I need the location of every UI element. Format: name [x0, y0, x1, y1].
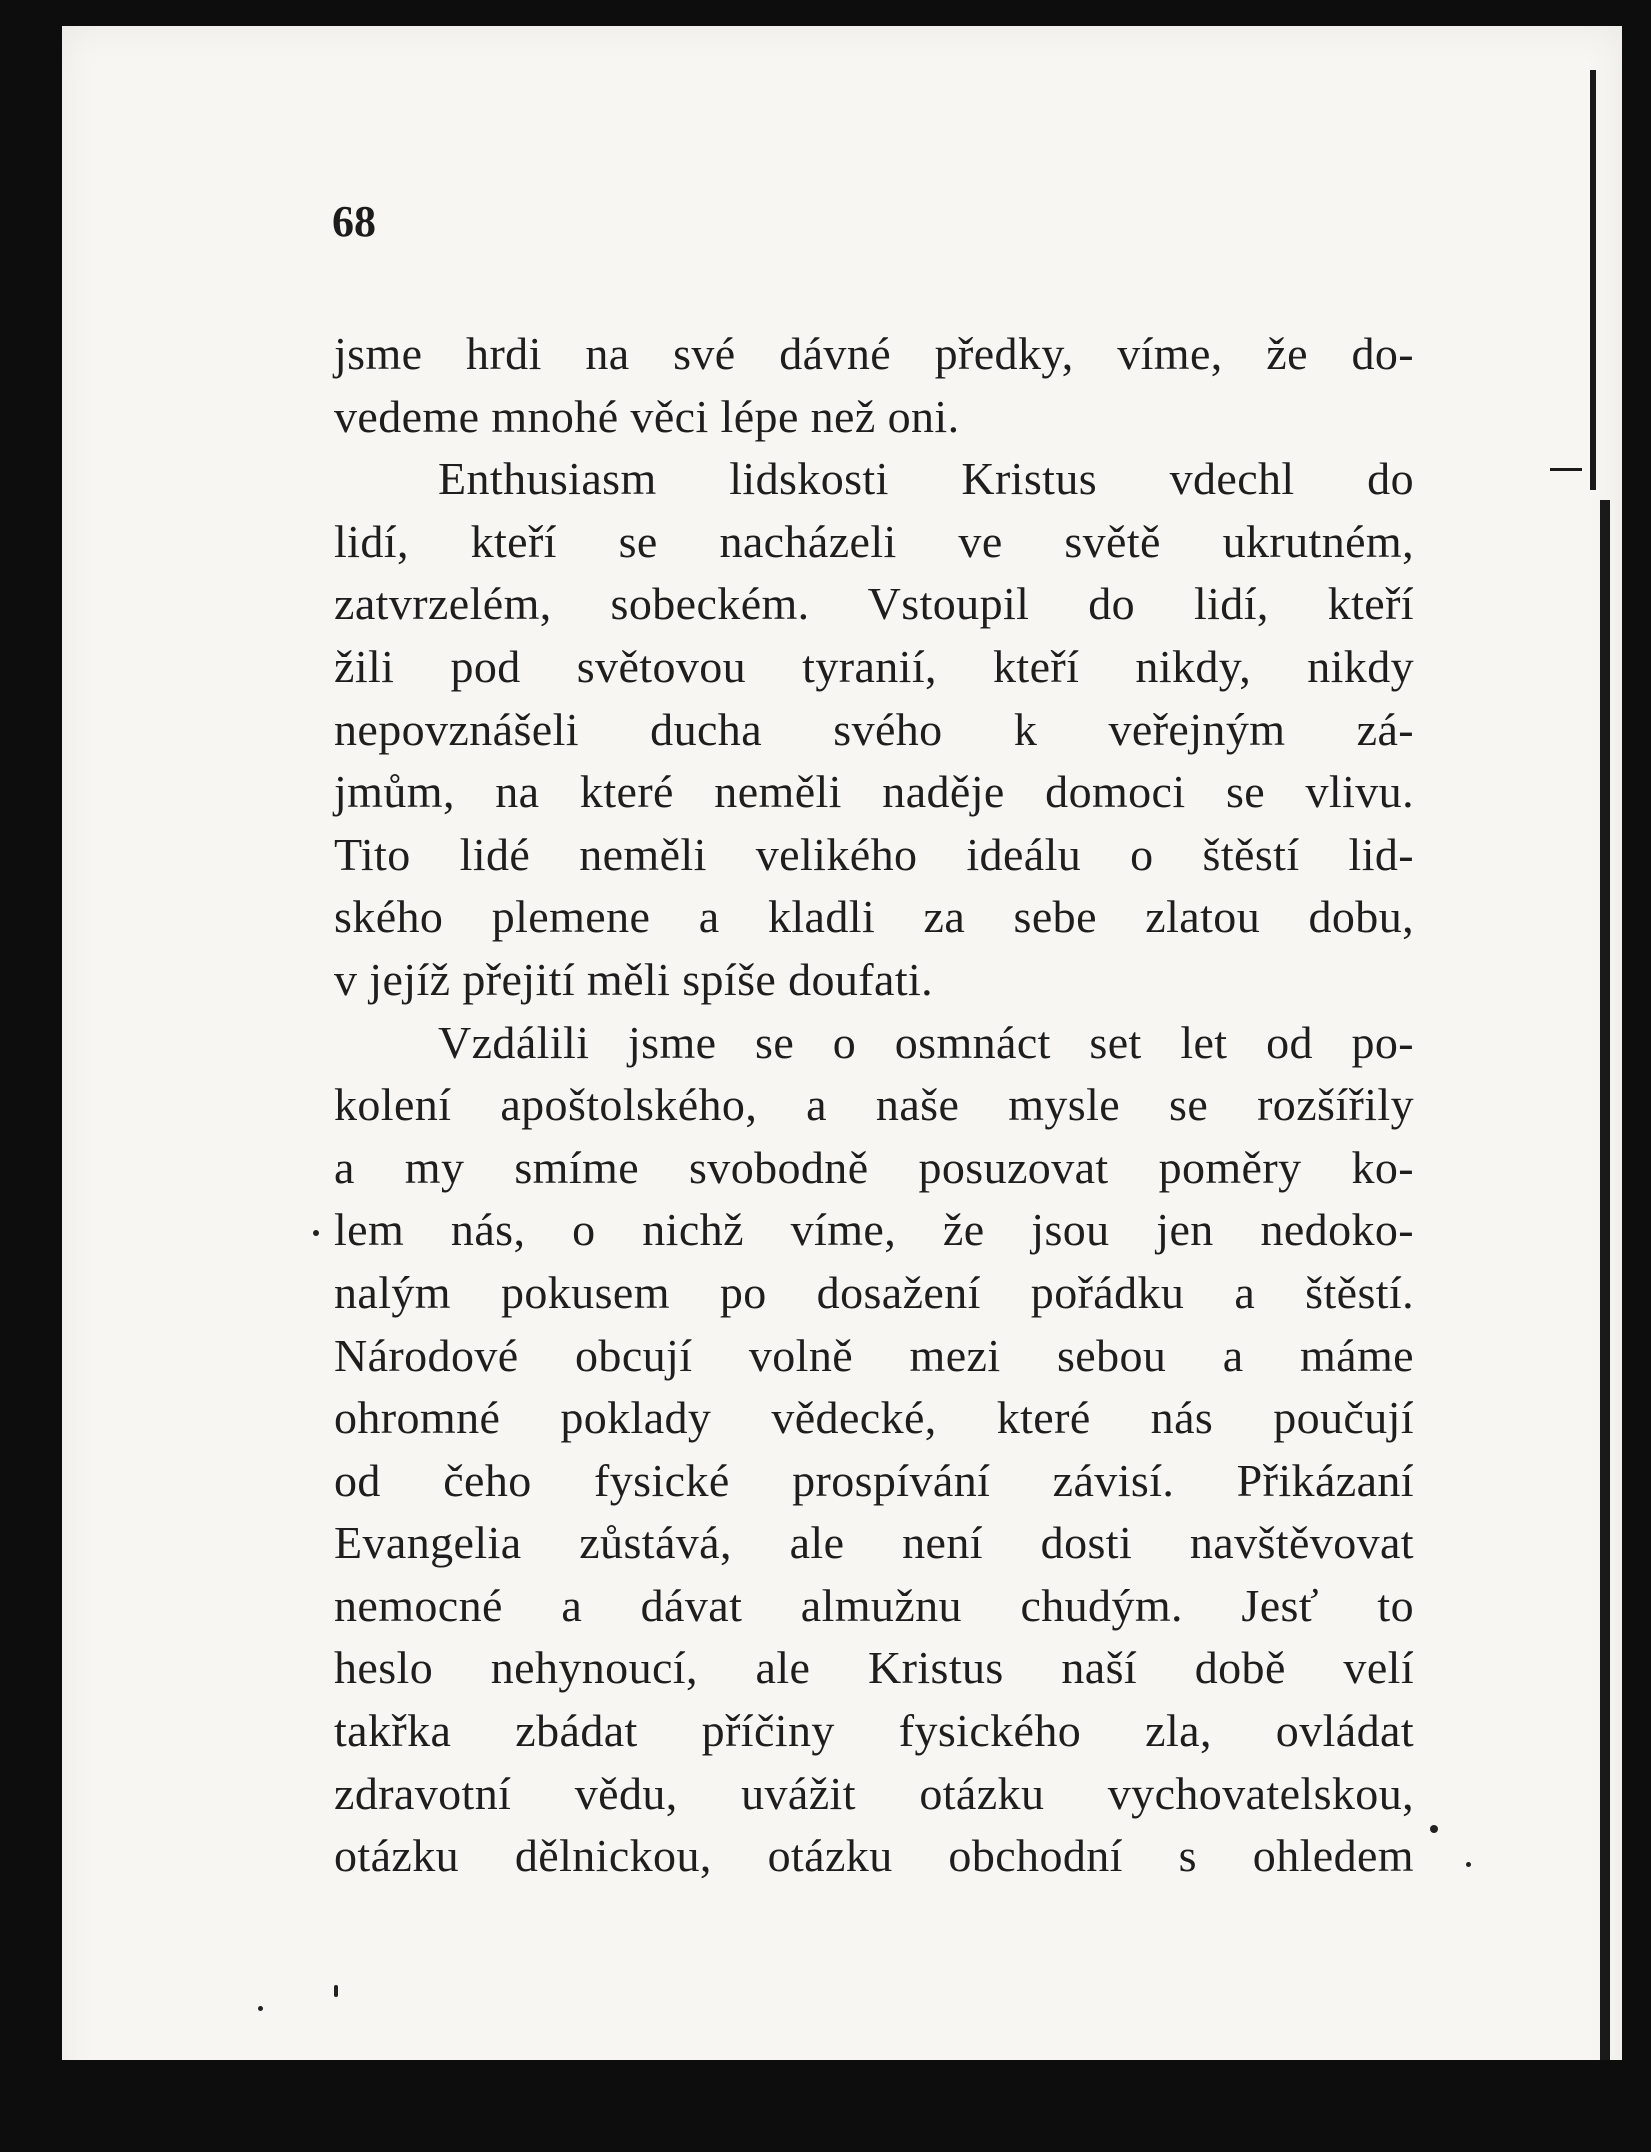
- text-line: jsme hrdi na své dávné předky, víme, že do-: [334, 328, 1414, 379]
- text-line: ohromné poklady vědecké, které nás poučují: [334, 1392, 1414, 1444]
- text-line: jmům, na které neměli naděje domoci se vlivu.: [334, 766, 1414, 818]
- scan-bottom-border: [0, 2060, 1651, 2152]
- dust-speck: [258, 2006, 263, 2011]
- page-number: 68: [332, 197, 376, 246]
- text-line: Tito lidé neměli velikého ideálu o štěstí lid-: [334, 828, 1414, 880]
- text-line: kolení apoštolského, a naše mysle se rozšířily: [334, 1079, 1414, 1131]
- text-line: žili pod světovou tyranií, kteří nikdy, nikdy: [334, 640, 1414, 692]
- dust-speck: [1466, 1862, 1471, 1867]
- text-line: nemocné a dávat almužnu chudým. Jesť to: [334, 1579, 1414, 1631]
- text-line: Enthusiasm lidskosti Kristus vdechl do: [438, 453, 1414, 505]
- text-line: ského plemene a kladli za sebe zlatou dobu,: [334, 891, 1414, 943]
- text-line: zdravotní vědu, uvážit otázku vychovatelskou,: [334, 1767, 1414, 1819]
- text-line: v jejíž přejití měli spíše doufati.: [334, 953, 934, 1005]
- body-text: [334, 323, 1414, 1888]
- text-line: takřka zbádat příčiny fysického zla, ovládat: [334, 1705, 1414, 1757]
- text-line: zatvrzelém, sobeckém. Vstoupil do lidí, kteří: [334, 578, 1414, 630]
- text-line: od čeho fysické prospívání závisí. Přikázaní: [334, 1454, 1414, 1506]
- text-line: Evangelia zůstává, ale není dosti navštěvovat: [334, 1517, 1414, 1569]
- dust-speck: [334, 1985, 338, 1997]
- text-line: vedeme mnohé věci lépe než oni.: [334, 390, 960, 442]
- text-line: a my smíme svobodně posuzovat poměry ko-: [334, 1141, 1414, 1193]
- page-edge-shadow: [1590, 70, 1596, 490]
- text-line: otázku dělnickou, otázku obchodní s ohledem: [334, 1830, 1414, 1882]
- text-line: Národové obcují volně mezi sebou a máme: [334, 1329, 1414, 1381]
- text-line: nalým pokusem po dosažení pořádku a štěstí.: [334, 1266, 1414, 1318]
- text-line: heslo nehynoucí, ale Kristus naší době velí: [334, 1642, 1414, 1694]
- dust-speck: [313, 1230, 319, 1236]
- text-line: lem nás, o nichž víme, že jsou jen nedoko-: [334, 1204, 1414, 1256]
- edge-mark: [1550, 468, 1582, 471]
- dust-speck: [1430, 1825, 1438, 1833]
- page-edge-shadow: [1600, 500, 1610, 2060]
- text-line: Vzdálili jsme se o osmnáct set let od po-: [438, 1016, 1414, 1068]
- text-line: lidí, kteří se nacházeli ve světě ukrutném,: [334, 515, 1414, 567]
- text-line: nepovznášeli ducha svého k veřejným zá-: [334, 703, 1414, 755]
